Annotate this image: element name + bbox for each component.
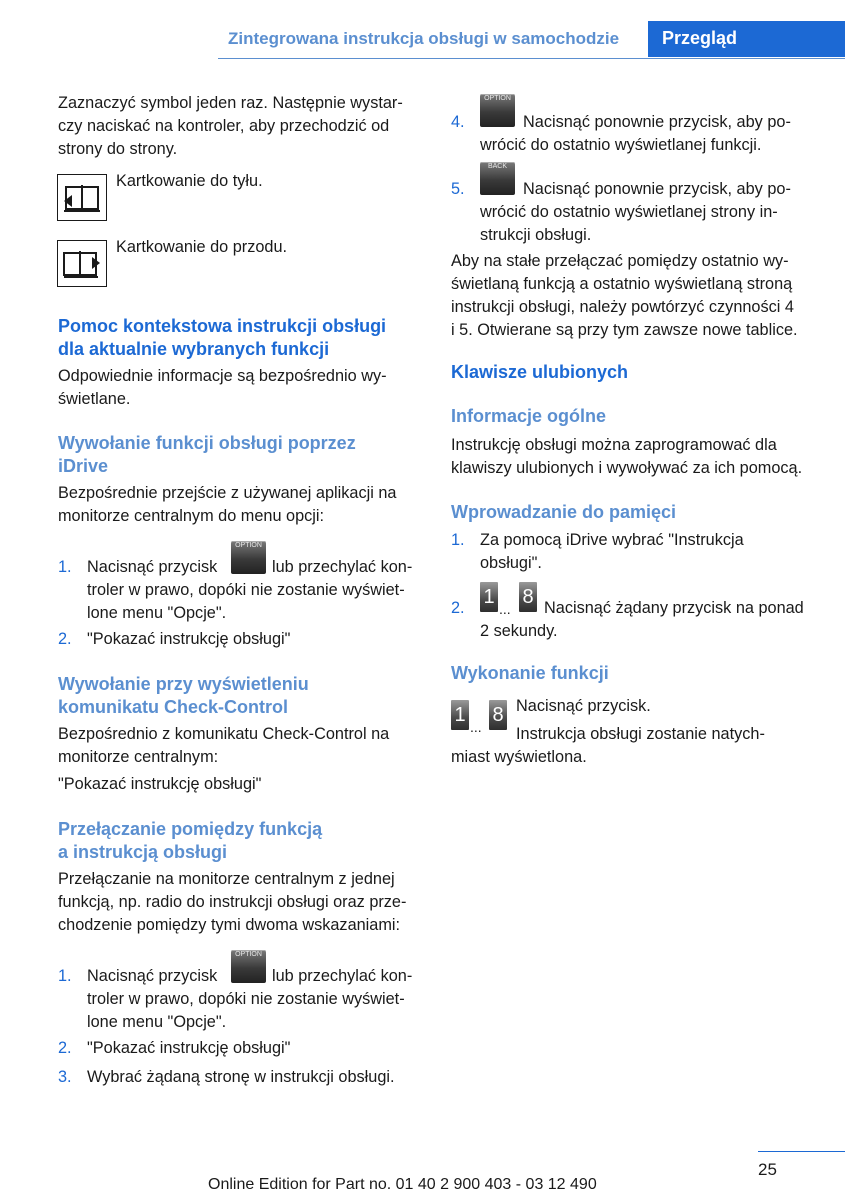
intro-line-2: czy naciskać na kontroler, aby przechodzić od bbox=[58, 117, 390, 135]
step-text: Nacisnąć przycisk bbox=[87, 558, 218, 576]
step-text: Nacisnąć ponownie przycisk, aby po- bbox=[523, 180, 791, 198]
check-control-text-3: "Pokazać instrukcję obsługi" bbox=[58, 775, 262, 793]
idrive-text-2: monitorze centralnym do menu opcji: bbox=[58, 507, 325, 525]
execute-text-2: Instrukcja obsługi zostanie natych- bbox=[516, 725, 765, 743]
toggle-paragraph-1: Aby na stałe przełączać pomiędzy ostatnio wy- bbox=[451, 252, 789, 270]
check-control-heading-2: komunikatu Check-Control bbox=[58, 697, 289, 717]
step-text: lone menu "Opcje". bbox=[87, 1013, 227, 1031]
favorite-key-1-icon: 1 bbox=[451, 700, 469, 730]
intro-line-1: Zaznaczyć symbol jeden raz. Następnie wystar- bbox=[58, 94, 403, 112]
step-text: 2 sekundy. bbox=[480, 622, 558, 640]
step-number: 1. bbox=[58, 558, 72, 576]
step-text: lone menu "Opcje". bbox=[87, 604, 227, 622]
switch-heading-1: Przełączanie pomiędzy funkcją bbox=[58, 819, 323, 839]
favorite-key-8-icon: 8 bbox=[489, 700, 507, 730]
toggle-paragraph-2: świetlaną funkcją a ostatnio wyświetlaną stroną bbox=[451, 275, 793, 293]
option-key-icon bbox=[480, 94, 515, 127]
step-text: troler w prawo, dopóki nie zostanie wyświet- bbox=[87, 990, 405, 1008]
check-control-text-2: monitorze centralnym: bbox=[58, 748, 219, 766]
section-tab-label: Przegląd bbox=[662, 28, 738, 48]
step-text: wrócić do ostatnio wyświetlanej strony in- bbox=[480, 203, 778, 221]
option-key-label: OPTION bbox=[484, 95, 511, 102]
running-header-title: Zintegrowana instrukcja obsługi w samochodzie bbox=[228, 29, 620, 48]
step-number: 2. bbox=[451, 599, 465, 617]
general-info-text-1: Instrukcję obsługi można zaprogramować dla bbox=[451, 436, 777, 454]
context-help-heading-2: dla aktualnie wybranych funkcji bbox=[58, 339, 330, 359]
step-text: Nacisnąć żądany przycisk na ponad bbox=[544, 599, 804, 617]
step-text: obsługi". bbox=[480, 554, 542, 572]
step-number: 1. bbox=[58, 967, 72, 985]
ellipsis: ... bbox=[499, 601, 511, 617]
page-number: 25 bbox=[758, 1160, 777, 1179]
switch-text-1: Przełączanie na monitorze centralnym z jednej bbox=[58, 870, 395, 888]
step-number: 3. bbox=[58, 1068, 72, 1086]
step-text: Za pomocą iDrive wybrać "Instrukcja bbox=[480, 531, 744, 549]
step-number: 5. bbox=[451, 180, 465, 198]
footer-rule bbox=[758, 1151, 845, 1152]
context-help-text-1: Odpowiednie informacje są bezpośrednio wy- bbox=[58, 367, 387, 385]
favorite-key-8-icon: 8 bbox=[519, 582, 537, 612]
toggle-paragraph-3: instrukcji obsługi, należy powtórzyć czynności 4 bbox=[451, 298, 794, 316]
step-number: 2. bbox=[58, 630, 72, 648]
section-tab bbox=[648, 21, 845, 57]
context-help-heading-1: Pomoc kontekstowa instrukcji obsługi bbox=[58, 316, 387, 336]
idrive-text-1: Bezpośrednie przejście z używanej aplikacji na bbox=[58, 484, 397, 502]
step-text: "Pokazać instrukcję obsługi" bbox=[87, 630, 291, 648]
back-key-icon bbox=[480, 162, 515, 195]
intro-line-3: strony do strony. bbox=[58, 140, 178, 158]
step-text: Wybrać żądaną stronę w instrukcji obsługi. bbox=[87, 1068, 395, 1086]
step-text: Nacisnąć przycisk bbox=[87, 967, 218, 985]
flip-back-label: Kartkowanie do tyłu. bbox=[116, 172, 263, 190]
switch-heading-2: a instrukcją obsługi bbox=[58, 842, 228, 862]
step-text: lub przechylać kon- bbox=[272, 558, 413, 576]
step-text: wrócić do ostatnio wyświetlanej funkcji. bbox=[480, 136, 762, 154]
step-text: lub przechylać kon- bbox=[272, 967, 413, 985]
execute-heading: Wykonanie funkcji bbox=[451, 663, 609, 683]
flip-forward-icon[interactable] bbox=[57, 240, 107, 287]
idrive-heading-1: Wywołanie funkcji obsługi poprzez bbox=[58, 433, 356, 453]
favorite-key-1-icon: 1 bbox=[480, 582, 498, 612]
step-text: Nacisnąć ponownie przycisk, aby po- bbox=[523, 113, 791, 131]
switch-text-2: funkcją, np. radio do instrukcji obsługi oraz prze- bbox=[58, 893, 407, 911]
footer-edition-text: Online Edition for Part no. 01 40 2 900 403 - 03 12 490 bbox=[208, 1176, 597, 1193]
header-rule bbox=[218, 58, 845, 59]
step-text: "Pokazać instrukcję obsługi" bbox=[87, 1039, 291, 1057]
flip-forward-label: Kartkowanie do przodu. bbox=[116, 238, 288, 256]
option-key-label: OPTION bbox=[235, 542, 262, 549]
option-key-icon bbox=[231, 950, 266, 983]
step-number: 4. bbox=[451, 113, 465, 131]
step-text: troler w prawo, dopóki nie zostanie wyświet- bbox=[87, 581, 405, 599]
toggle-paragraph-4: i 5. Otwierane są przy tym zawsze nowe tablice. bbox=[451, 321, 798, 339]
step-number: 2. bbox=[58, 1039, 72, 1057]
ellipsis: ... bbox=[470, 719, 482, 735]
idrive-heading-2: iDrive bbox=[58, 456, 109, 476]
execute-text-1: Nacisnąć przycisk. bbox=[516, 697, 651, 715]
flip-back-icon[interactable] bbox=[57, 174, 107, 221]
general-info-heading: Informacje ogólne bbox=[451, 406, 607, 426]
memory-heading: Wprowadzanie do pamięci bbox=[451, 502, 677, 522]
back-key-label: BACK bbox=[487, 163, 508, 170]
option-key-label: OPTION bbox=[235, 951, 262, 958]
step-text: strukcji obsługi. bbox=[480, 226, 592, 244]
option-key-icon bbox=[231, 541, 266, 574]
check-control-heading-1: Wywołanie przy wyświetleniu bbox=[58, 674, 309, 694]
favorites-heading: Klawisze ulubionych bbox=[451, 362, 629, 382]
general-info-text-2: klawiszy ulubionych i wywoływać za ich pomocą. bbox=[451, 459, 803, 477]
step-number: 1. bbox=[451, 531, 465, 549]
switch-text-3: chodzenie pomiędzy tymi dwoma wskazaniami: bbox=[58, 916, 401, 934]
execute-text-3: miast wyświetlona. bbox=[451, 748, 587, 766]
context-help-text-2: świetlane. bbox=[58, 390, 131, 408]
check-control-text-1: Bezpośrednio z komunikatu Check-Control na bbox=[58, 725, 390, 743]
